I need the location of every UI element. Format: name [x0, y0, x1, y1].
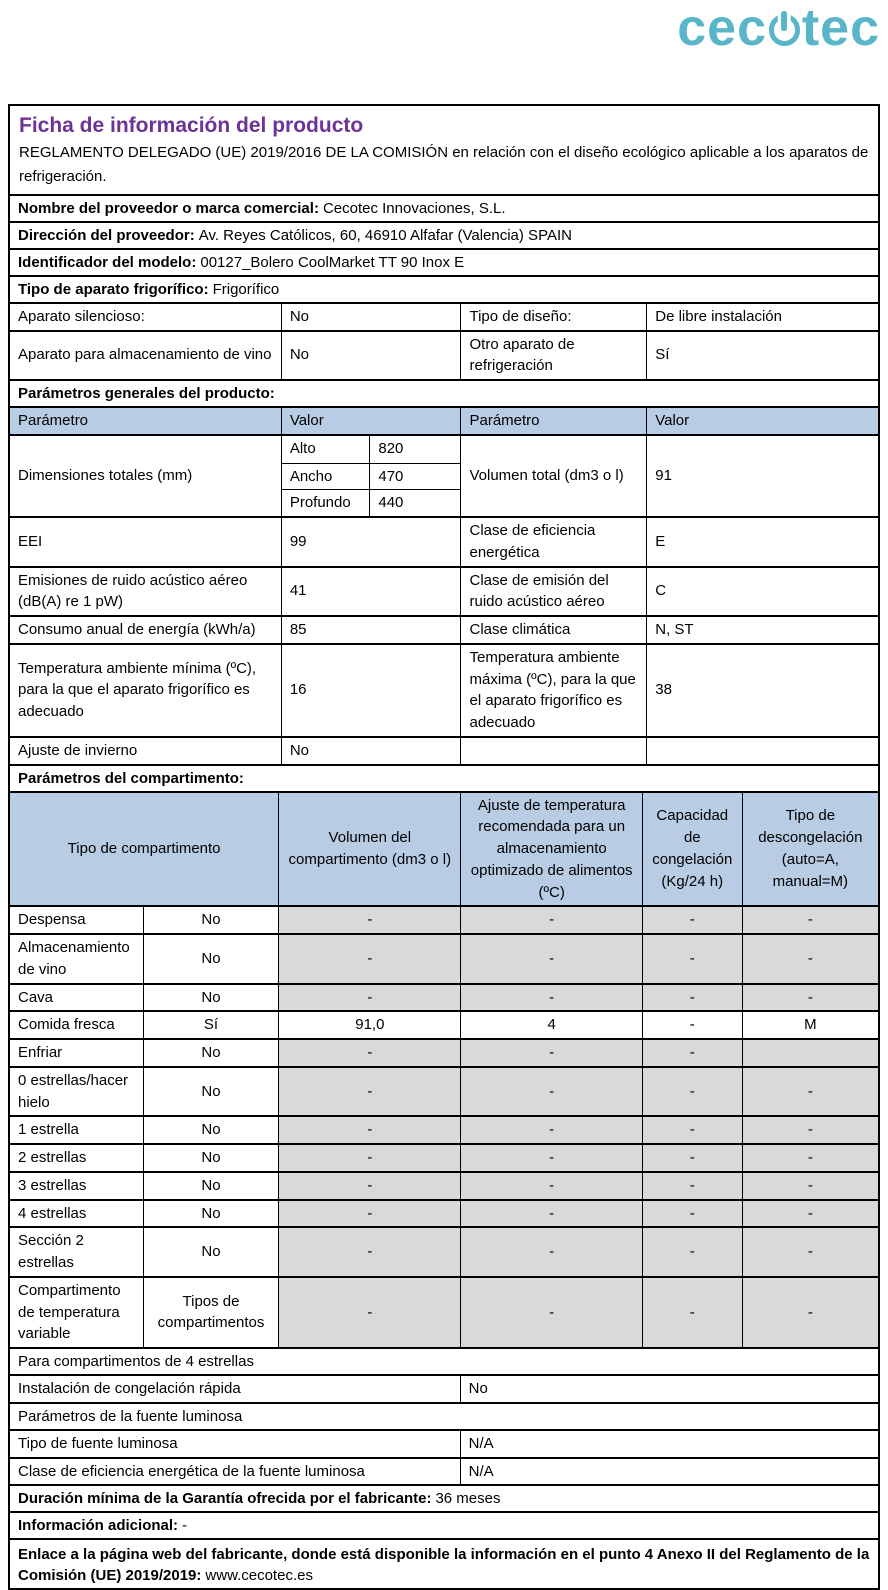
compartment-volume: - [278, 1228, 460, 1276]
sheet-title: Ficha de información del producto [19, 114, 364, 137]
dim-height-label: Alto [289, 440, 316, 458]
compartment-type: Despensa [18, 911, 86, 929]
additional-info-row [10, 1511, 878, 1538]
wine-storage-row [10, 330, 878, 380]
eei-value: 99 [281, 518, 461, 566]
compartment-volume: - [278, 935, 460, 983]
compartment-present: No [143, 1145, 278, 1171]
model-id-row [10, 248, 878, 275]
page-header [8, 0, 880, 104]
compartment-capacity: - [642, 1012, 742, 1038]
noise-label: Emisiones de ruido acústico aéreo (dB(A) re 1 pW) [18, 571, 248, 611]
compartment-type: 4 estrellas [18, 1204, 87, 1222]
min-temp-label: Temperatura ambiente mínima (ºC), para la que el aparato frigorífico es adecuado [18, 659, 257, 721]
noise-class-value: C [646, 568, 878, 616]
logo-text-right: tec [801, 0, 880, 57]
compartment-defrost: - [742, 1173, 878, 1199]
general-params-heading: Parámetros generales del producto: [10, 379, 878, 406]
eei-row [10, 516, 878, 566]
website-link: www.cecotec.es [205, 1567, 313, 1585]
compartment-capacity: - [642, 1145, 742, 1171]
compartment-type: 0 estrellas/hacer hielo [18, 1071, 129, 1111]
compartment-temp: 4 [460, 1012, 641, 1038]
dim-height-row [282, 436, 461, 463]
compartment-present: No [143, 1068, 278, 1116]
general-header-param1: Parámetro [18, 412, 89, 430]
dim-depth-value: 440 [369, 490, 460, 516]
compartment-temp: - [460, 1228, 641, 1276]
compartment-row-2-estrellas [10, 1143, 878, 1171]
compartment-defrost: - [742, 1145, 878, 1171]
supplier-address-value: Av. Reyes Católicos, 60, 46910 Alfafar (Valencia) SPAIN [198, 226, 572, 244]
appliance-type-row [10, 275, 878, 302]
winter-setting-label: Ajuste de invierno [18, 741, 138, 759]
design-type-label: Tipo de diseño: [460, 304, 646, 330]
compartment-type: 3 estrellas [18, 1176, 87, 1194]
warranty-value: 36 meses [435, 1490, 501, 1508]
compartment-temp: - [460, 1068, 641, 1116]
supplier-address-label: Dirección del proveedor: [18, 226, 195, 244]
dim-width-row [282, 463, 461, 490]
compartment-defrost [742, 1040, 878, 1066]
compartment-type: Sección 2 estrellas [18, 1232, 84, 1272]
noise-row [10, 566, 878, 616]
general-header-row [10, 406, 878, 434]
energy-class-value: E [646, 518, 878, 566]
empty-cell [460, 738, 646, 764]
total-volume-label: Volumen total (dm3 o l) [460, 436, 646, 516]
compartment-type: Comida fresca [18, 1016, 115, 1034]
compartment-row-1-estrella [10, 1115, 878, 1143]
winter-setting-value: No [281, 738, 461, 764]
supplier-name-label: Nombre del proveedor o marca comercial: [18, 199, 319, 217]
power-icon [769, 14, 800, 45]
general-header-value1: Valor [281, 408, 461, 434]
compartment-temp: - [460, 935, 641, 983]
compartment-volume: - [278, 1145, 460, 1171]
supplier-name-row [10, 194, 878, 221]
website-label: Enlace a la página web del fabricante, donde está disponible la información en el punto 4 Anexo II del Reglamento de la Comisión (UE) 2019/2019: [18, 1546, 870, 1585]
compartment-capacity: - [642, 935, 742, 983]
compartment-defrost: - [742, 907, 878, 933]
appliance-type-label: Tipo de aparato frigorífico: [18, 280, 209, 298]
warranty-row [10, 1484, 878, 1511]
noise-value: 41 [281, 568, 461, 616]
supplier-address-row [10, 221, 878, 248]
compartment-present: No [143, 935, 278, 983]
compartment-params-heading: Parámetros del compartimento: [10, 764, 878, 791]
energy-class-label: Clase de eficiencia energética [460, 518, 646, 566]
compartment-row-despensa [10, 905, 878, 933]
compartment-volume: - [278, 1068, 460, 1116]
compartment-row-3-estrellas [10, 1171, 878, 1199]
climate-class-value: N, ST [646, 617, 878, 643]
compartment-defrost: - [742, 1278, 878, 1347]
compartment-type: Cava [18, 988, 54, 1006]
compartment-row-enfriar [10, 1038, 878, 1066]
compartment-defrost: - [742, 1117, 878, 1143]
compartment-temp: - [460, 1173, 641, 1199]
compartment-present: No [143, 907, 278, 933]
four-star-heading: Para compartimentos de 4 estrellas [10, 1347, 878, 1374]
compartment-present: No [143, 1228, 278, 1276]
dim-width-label: Ancho [289, 467, 333, 485]
compartment-header-temp: Ajuste de temperatura recomendada para un almacenamiento optimizado de alimentos (ºC) [460, 793, 641, 906]
dimensions-row [10, 434, 878, 516]
compartment-capacity: - [642, 907, 742, 933]
additional-info-label: Información adicional: [18, 1517, 179, 1535]
general-header-value2: Valor [646, 408, 878, 434]
wine-storage-label: Aparato para almacenamiento de vino [18, 346, 272, 364]
fast-freeze-value: No [460, 1376, 878, 1402]
light-type-value: N/A [460, 1431, 878, 1457]
light-class-label: Clase de eficiencia energética de la fuente luminosa [18, 1462, 365, 1480]
supplier-name-value: Cecotec Innovaciones, S.L. [322, 199, 506, 217]
compartment-volume: - [278, 1201, 460, 1227]
compartment-capacity: - [642, 1173, 742, 1199]
compartment-type: Almacenamiento de vino [18, 939, 130, 978]
compartment-header-row [10, 791, 878, 906]
compartment-header-capacity: Capacidad de congelación (Kg/24 h) [642, 793, 742, 906]
compartment-capacity: - [642, 1117, 742, 1143]
total-volume-value: 91 [646, 436, 878, 516]
title-block [10, 106, 878, 194]
design-type-value: De libre instalación [646, 304, 878, 330]
compartment-row-0-estrellas [10, 1066, 878, 1116]
compartment-defrost: - [742, 985, 878, 1011]
compartment-volume: - [278, 907, 460, 933]
compartment-type: 2 estrellas [18, 1149, 87, 1167]
noise-class-label: Clase de emisión del ruido acústico aéreo [460, 568, 646, 616]
compartment-capacity: - [642, 1068, 742, 1116]
compartment-present: No [143, 985, 278, 1011]
compartment-capacity: - [642, 1201, 742, 1227]
general-header-param2: Parámetro [460, 408, 646, 434]
cecotec-logo [677, 0, 880, 57]
energy-consumption-row [10, 615, 878, 643]
model-id-label: Identificador del modelo: [18, 253, 197, 271]
eei-label: EEI [18, 532, 43, 550]
compartment-header-defrost: Tipo de descongelación (auto=A, manual=M) [742, 793, 878, 906]
compartment-present: No [143, 1173, 278, 1199]
compartment-row-seccion-2 [10, 1226, 878, 1276]
compartment-volume: - [278, 1117, 460, 1143]
sheet-subtitle: REGLAMENTO DELEGADO (UE) 2019/2016 DE LA COMISIÓN en relación con el diseño ecológico aplicable a los aparatos de refrigeración. [19, 144, 869, 185]
light-type-row [10, 1429, 878, 1457]
compartment-present: No [143, 1040, 278, 1066]
compartment-capacity: - [642, 1228, 742, 1276]
quiet-appliance-value: No [281, 304, 461, 330]
compartment-type: Enfriar [18, 1044, 63, 1062]
min-temp-value: 16 [281, 645, 461, 736]
compartment-temp: - [460, 1040, 641, 1066]
energy-consumption-value: 85 [281, 617, 461, 643]
compartment-row-temp-variable [10, 1276, 878, 1347]
model-id-value: 00127_Bolero CoolMarket TT 90 Inox E [200, 253, 465, 271]
climate-class-label: Clase climática [460, 617, 646, 643]
dim-width-value: 470 [369, 464, 460, 490]
compartment-header-type: Tipo de compartimento [67, 840, 221, 858]
light-class-value: N/A [460, 1459, 878, 1485]
other-appliance-label: Otro aparato de refrigeración [460, 332, 646, 380]
compartment-row-vino [10, 933, 878, 983]
dimensions-label: Dimensiones totales (mm) [18, 467, 193, 485]
compartment-capacity: - [642, 1040, 742, 1066]
compartment-volume: - [278, 1040, 460, 1066]
compartment-volume: - [278, 1173, 460, 1199]
compartment-present: Sí [143, 1012, 278, 1038]
light-type-label: Tipo de fuente luminosa [18, 1434, 178, 1452]
compartment-volume: - [278, 1278, 460, 1347]
compartment-defrost: M [742, 1012, 878, 1038]
light-class-row [10, 1457, 878, 1485]
compartment-defrost: - [742, 1228, 878, 1276]
compartment-temp: - [460, 985, 641, 1011]
dimensions-subtable [281, 436, 461, 516]
fast-freeze-label: Instalación de congelación rápida [18, 1380, 241, 1398]
compartment-temp: - [460, 1278, 641, 1347]
dim-height-value: 820 [369, 436, 460, 463]
compartment-type: Compartimento de temperatura variable [18, 1281, 121, 1343]
appliance-type-value: Frigorífico [212, 280, 280, 298]
compartment-defrost: - [742, 935, 878, 983]
compartment-present: Tipos de compartimentos [143, 1278, 278, 1347]
energy-consumption-label: Consumo anual de energía (kWh/a) [18, 621, 256, 639]
website-row [10, 1538, 878, 1588]
max-temp-value: 38 [646, 645, 878, 736]
max-temp-label: Temperatura ambiente máxima (ºC), para la que el aparato frigorífico es adecuado [460, 645, 646, 736]
logo-text-left: cec [677, 0, 768, 57]
quiet-appliance-label: Aparato silencioso: [18, 307, 145, 325]
winter-setting-row [10, 736, 878, 764]
warranty-label: Duración mínima de la Garantía ofrecida por el fabricante: [18, 1490, 432, 1508]
compartment-volume: - [278, 985, 460, 1011]
compartment-temp: - [460, 907, 641, 933]
compartment-defrost: - [742, 1201, 878, 1227]
compartment-present: No [143, 1117, 278, 1143]
compartment-row-cava [10, 983, 878, 1011]
compartment-row-comida-fresca [10, 1010, 878, 1038]
light-source-heading: Parámetros de la fuente luminosa [10, 1402, 878, 1429]
additional-info-value: - [182, 1517, 188, 1535]
compartment-row-4-estrellas [10, 1199, 878, 1227]
product-sheet [8, 104, 880, 1590]
compartment-volume: 91,0 [278, 1012, 460, 1038]
dim-depth-label: Profundo [289, 494, 351, 512]
ambient-temp-row [10, 643, 878, 736]
compartment-capacity: - [642, 985, 742, 1011]
dim-depth-row [282, 489, 461, 516]
quiet-appliance-row [10, 302, 878, 330]
empty-cell [646, 738, 878, 764]
compartment-header-volume: Volumen del compartimento (dm3 o l) [278, 793, 460, 906]
compartment-present: No [143, 1201, 278, 1227]
compartment-temp: - [460, 1145, 641, 1171]
compartment-capacity: - [642, 1278, 742, 1347]
fast-freeze-row [10, 1374, 878, 1402]
compartment-type: 1 estrella [18, 1121, 79, 1139]
compartment-temp: - [460, 1117, 641, 1143]
compartment-temp: - [460, 1201, 641, 1227]
wine-storage-value: No [281, 332, 461, 380]
compartment-defrost: - [742, 1068, 878, 1116]
other-appliance-value: Sí [646, 332, 878, 380]
